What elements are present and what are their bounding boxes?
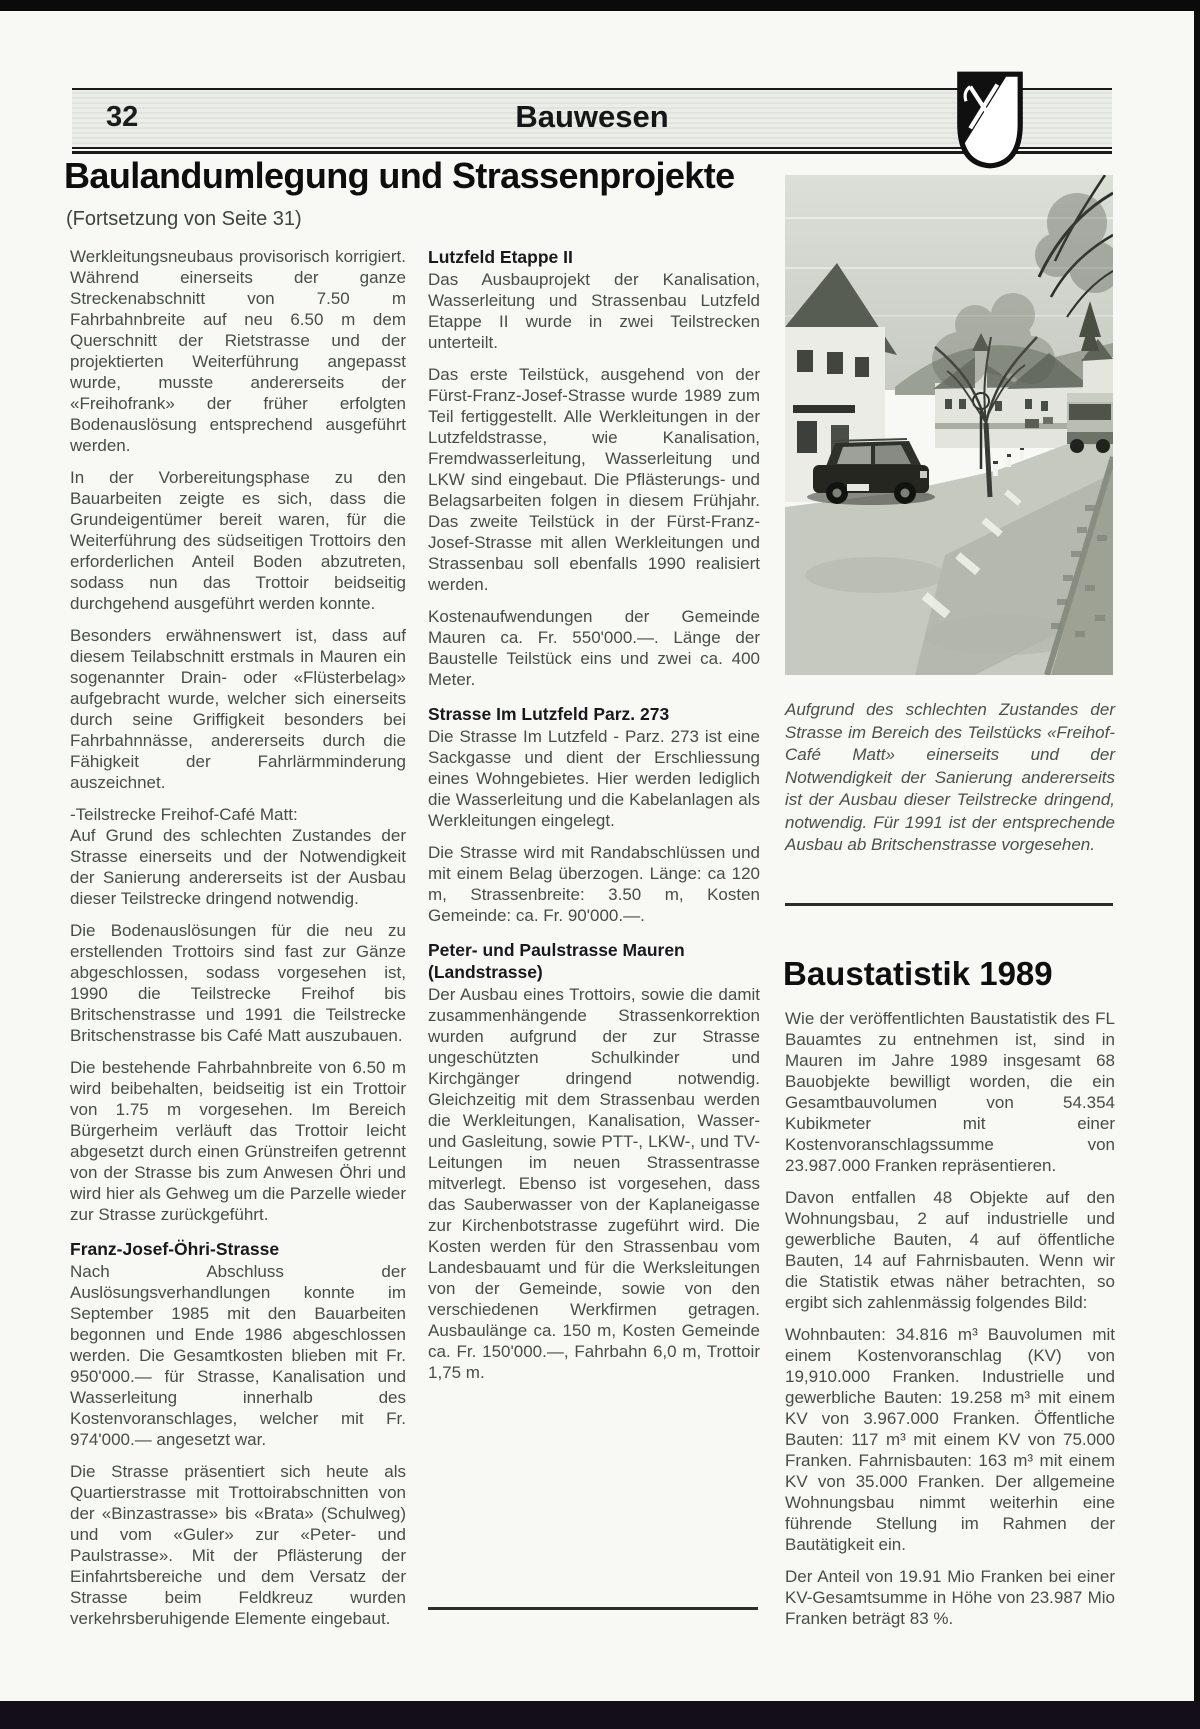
section-title: Bauwesen <box>515 99 669 134</box>
paragraph: Die Strasse präsentiert sich heute als Quartierstrasse mit Trottoirabschnitten von der «Binzastrasse» bis «Brata» (Schulweg) und vom «Guler» zur «Peter- und Paulstrasse». Mit der Pflästerung der Einfahrtsbereiche und dem Versatz der Strasse beim Feldkreuz wurden verkehrsberuhigende Elemente eingebaut. <box>70 1462 406 1628</box>
baustatistik-text <box>785 1008 1115 1640</box>
middle-column <box>428 246 760 1394</box>
paragraph: Kostenaufwendungen der Gemeinde Mauren ca. Fr. 550'000.—. Länge der Baustelle Teilstück eins und zwei ca. 400 Meter. <box>428 607 760 689</box>
baustatistik-heading: Baustatistik 1989 <box>783 955 1053 992</box>
paragraph: Nach Abschluss der Auslösungsverhandlungen konnte im September 1985 mit den Bauarbeiten begonnen und Ende 1986 abgeschlossen werden. Die Gesamtkosten blieben mit Fr. 950'000.— für Strasse, Kanalisation und Wasserleitung innerhalb des Kostenvoranschlages, welcher mit Fr. 974'000.— angesetzt war. <box>70 1262 406 1449</box>
subsection-heading-franz-josef-oehri-strasse: Franz-Josef-Öhri-Strasse <box>70 1239 280 1259</box>
paragraph: In der Vorbereitungsphase zu den Bauarbeiten zeigte es sich, dass die Grundeigentümer bereit waren, für die Weiterführung des südseitigen Trottoirs den erforderlichen Anteil Boden abzutreten, sodass nun das Trottoir beidseitig durchgehend ausgeführt werden konnte. <box>70 468 406 613</box>
paragraph: Die Strasse wird mit Randabschlüssen und mit einem Belag überzogen. Länge: ca 120 m, Strassenbreite: 3.50 m, Kosten Gemeinde: ca. Fr. 90'000.—. <box>428 843 760 925</box>
paragraph-lead-line: -Teilstrecke Freihof-Café Matt: <box>70 805 298 824</box>
scan-edge-top <box>0 0 1200 11</box>
paragraph: Das Ausbauprojekt der Kanalisation, Wasserleitung und Strassenbau Lutzfeld Etappe II wurde in zwei Teilstrecken unterteilt. <box>428 270 760 352</box>
left-column <box>70 246 406 1640</box>
paragraph: Der Ausbau eines Trottoirs, sowie die damit zusammenhängende Strassenkorrektion wurden aufgrund der zur Strasse ungeschützten Schulkinder und Kirchgänger dringend notwendig. Gleichzeitig mit dem Strassenbau werden die Werkleitungen, Kanalisation, Wasser- und Gasleitung, sowie PTT-, LKW-, und TV-Leitungen im neuen Strassentrasse mitverlegt. Ebenso ist vorgesehen, dass das Sauberwasser von der Kaplaneigasse zur Kirchenbotstrasse zugeführt wird. Die Kosten werden für den Strassenbau vom Landesbauamt und für die Werksleitungen von der Gemeinde, sowie von den verschiedenen Werkfirmen getragen. Ausbaulänge ca. 150 m, Kosten Gemeinde ca. Fr. 150'000.—, Fahrbahn 6,0 m, Trottoir 1,75 m. <box>428 985 760 1382</box>
subsection-heading-lutzfeld-etappe-2: Lutzfeld Etappe II <box>428 247 573 267</box>
paragraph: Das erste Teilstück, ausgehend von der Fürst-Franz-Josef-Strasse wurde 1989 zum Teil fertiggestellt. Alle Werkleitungen in der Lutzfeldstrasse, wie Kanalisation, Fremdwasserleitung, Wasserleitung und LKW sind eingebaut. Die Pflästerungs- und Belagsarbeiten folgen in diesem Frühjahr. Das zweite Teilstück in der Fürst-Franz-Josef-Strasse mit allen Werkleitungen und Strassenbau soll ebenfalls 1990 realisiert werden. <box>428 365 760 594</box>
photo-caption: Aufgrund des schlechten Zustandes der Strasse im Bereich des Teilstücks «Freihof-Café Matt» einerseits und der Notwendigkeit der Sanierung andererseits ist der Ausbau dieser Teilstrecke dringend, notwendig. Für 1991 ist der entsprechende Ausbau ab Britschenstrasse vorgesehen. <box>785 700 1115 854</box>
article-title: Baulandumlegung und Strassenprojekte <box>64 155 735 196</box>
right-column-rule <box>785 903 1113 906</box>
paragraph: Werkleitungsneubaus provisorisch korrigiert. Während einerseits der ganze Streckenabschnitt von 7.50 m Fahrbahnbreite auf neu 6.50 m dem Querschnitt der Rietstrasse und der projektierten Weiterführung angepasst wurde, musste andererseits der «Freihofrank» der früher erfolgten Bodenauslösung entsprechend ausgeführt werden. <box>70 247 406 455</box>
scan-edge-bottom <box>0 1701 1200 1729</box>
paragraph: Wohnbauten: 34.816 m³ Bauvolumen mit einem Kostenvoranschlag (KV) von 19,910.000 Franken. Industrielle und gewerbliche Bauten: 19.258 m³ mit einem KV von 3.967.000 Franken. Öffentliche Bauten: 117 m³ mit einem KV von 75.000 Franken. Fahrnisbauten: 163 m³ mit einem KV von 35.000 Franken. Der allgemeine Wohnungsbau nimmt weiterhin eine führende Stellung im Rahmen der Bautätigkeit ein. <box>785 1325 1115 1554</box>
paragraph <box>70 804 406 909</box>
paragraph: Der Anteil von 19.91 Mio Franken bei einer KV-Gesamtsumme in Höhe von 23.987 Mio Franken beträgt 83 %. <box>785 1567 1115 1628</box>
paragraph: Besonders erwähnenswert ist, dass auf diesem Teilabschnitt erstmals in Mauren ein sogenannter Drain- oder «Flüsterbelag» aufgebracht wurde, welcher sich einerseits durch seine Griffigkeit besonders bei Fahrbahnnässe, andererseits durch die Fähigkeit der Fahrlärmminderung auszeichnet. <box>70 626 406 792</box>
paragraph: Die bestehende Fahrbahnbreite von 6.50 m wird beibehalten, beidseitig ist ein Trottoir von 1.75 m vorgesehen. Im Bereich Bürgerheim verläuft das Trottoir leicht abgesetzt durch einen Grünstreifen getrennt von der Strasse bis zum Anwesen Öhri und wird hier als Gehweg um die Parzelle wieder zur Strasse zurückgeführt. <box>70 1058 406 1224</box>
scan-edge-right <box>1194 11 1200 1701</box>
subsection-heading-peter-und-paulstrasse: Peter- und Paulstrasse Mauren (Landstrasse) <box>428 940 685 982</box>
paragraph: Wie der veröffentlichten Baustatistik des FL Bauamtes zu entnehmen ist, sind in Mauren im Jahre 1989 insgesamt 68 Bauobjekte bewilligt worden, die ein Gesamtbauvolumen von 54.354 Kubikmeter mit einer Kostenvoranschlagssumme von 23.987.000 Franken repräsentieren. <box>785 1009 1115 1175</box>
paragraph: Davon entfallen 48 Objekte auf den Wohnungsbau, 2 auf industrielle und gewerbliche Bauten, 4 auf öffentliche Bauten, 14 auf Fahrnisbauten. Wenn wir die Statistik etwas näher betrachten, so ergibt sich zahlenmässig folgendes Bild: <box>785 1188 1115 1312</box>
page-number: 32 <box>106 101 139 133</box>
middle-column-end-rule <box>428 1607 758 1610</box>
paragraph: Die Bodenauslösungen für die neu zu erstellenden Trottoirs sind fast zur Gänze abgeschlossen, sodass vorgesehen ist, 1990 die Teilstrecke Freihof bis Britschenstrasse und 1991 die Teilstrecke Britschenstrasse bis Café Matt auszubauen. <box>70 921 406 1045</box>
paragraph: Die Strasse Im Lutzfeld - Parz. 273 ist eine Sackgasse und dient der Erschliessung eines Wohngebietes. Hier werden lediglich die Wasserleitung und die Kabelanlagen als Werkleitungen eingelegt. <box>428 727 760 830</box>
street-scene-photo <box>785 175 1113 675</box>
paragraph-text: Auf Grund des schlechten Zustandes der Strasse einerseits und der Notwendigkeit der Sanierung andererseits ist der Ausbau dieser Teilstrecke dringend notwendig. <box>70 826 406 908</box>
continuation-note: (Fortsetzung von Seite 31) <box>66 208 302 230</box>
mauren-coat-of-arms-icon <box>950 70 1030 170</box>
subsection-heading-strasse-im-lutzfeld: Strasse Im Lutzfeld Parz. 273 <box>428 704 670 724</box>
